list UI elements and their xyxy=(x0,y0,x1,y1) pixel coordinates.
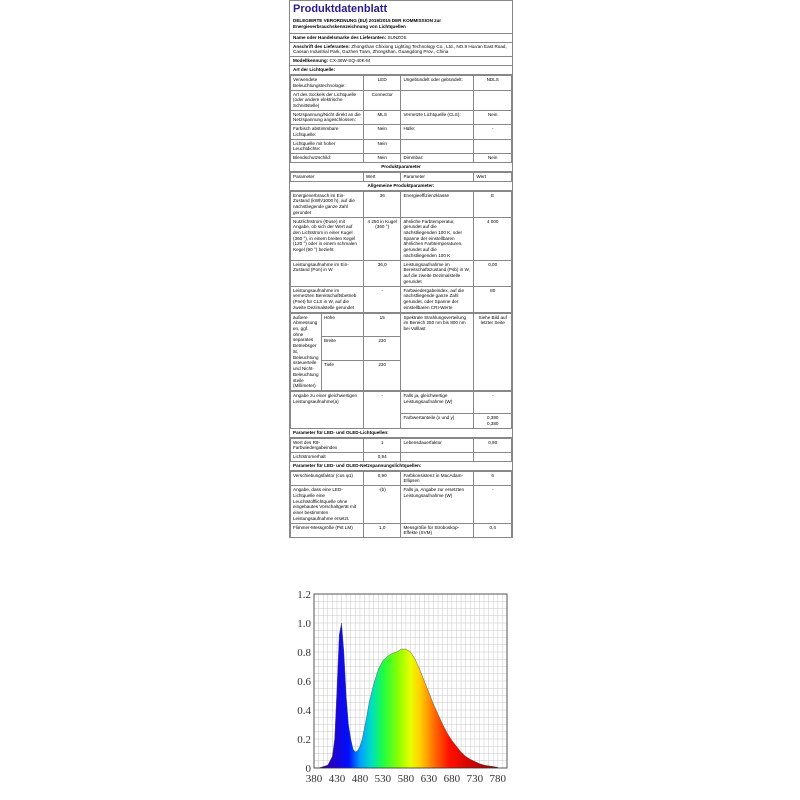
type_rows-value-1: Nein xyxy=(363,139,401,153)
type_rows-label-2 xyxy=(401,90,474,110)
led-rows-value-2 xyxy=(474,453,512,462)
type_rows-label-1: Blendschutzschild: xyxy=(291,154,364,163)
x-tick-label: 430 xyxy=(328,773,346,785)
net-rows-label-1: Flimmer-Messgröße (Pst LM) xyxy=(291,523,364,537)
type_rows-row xyxy=(291,154,512,163)
y-tick-label: 1.0 xyxy=(297,618,311,630)
type_rows-label-2 xyxy=(401,139,474,153)
sheet-header xyxy=(290,1,512,34)
x-tick-label: 630 xyxy=(420,773,438,785)
general_rows-value-1: 4 250 in Kugel (360 °) xyxy=(363,217,401,260)
led-rows-value-1: 0,94 xyxy=(363,453,401,462)
equivalent-power-value: - xyxy=(474,392,512,414)
general_rows-row xyxy=(291,217,512,260)
net-rows-label-2: Falls ja, Angabe zur ersetzten Leistungsaufnahme (W) xyxy=(401,486,474,523)
general_rows-label-1: Nutzlichtstrom (Φuse) mit Angabe, ob sich der Wert auf den Lichtstrom in einer Kugel (360 °), in einem breiten Kegel (120 °) oder in einem schmalen Kegel (90 °) bezieht xyxy=(291,217,364,260)
led-rows-label-1: Lichtstromerhalt xyxy=(291,453,364,462)
chromaticity-label: Farbwertanteile (x und y) xyxy=(401,414,474,428)
chromaticity-values xyxy=(474,414,512,428)
net-rows-value-2: 0,4 xyxy=(474,523,512,537)
net-rows-row xyxy=(291,486,512,523)
col-value-2: Wert xyxy=(474,172,512,181)
type_rows-label-2: Dimmbar: xyxy=(401,154,474,163)
net-rows-value-2: - xyxy=(474,486,512,523)
net-rows-label-2: Messgröße für Stroboskop-Effekte (SVM) xyxy=(401,523,474,537)
type_rows-label-1: Farbisch abstimmbare Lichtquelle: xyxy=(291,125,364,139)
y-tick-label: 0 xyxy=(305,763,311,775)
dim-value: 15 xyxy=(363,313,401,337)
led-rows-label-2: Lebensdauerfaktor xyxy=(401,438,474,452)
led-rows-value-2: 0,90 xyxy=(474,438,512,452)
y-tick-label: 1.2 xyxy=(297,589,311,601)
net-rows-label-1: Verschiebungsfaktor (cos φ1) xyxy=(291,471,364,485)
address-value: Zhongshan Chixiong Lighting Technology Co., Ltd., NO.9 Hua'an East Road, Caosan Industrial Park, Guzhen Town, Zhongshan, Guangdong Prov., China xyxy=(293,43,507,55)
params-header-table xyxy=(290,172,512,182)
type_rows-value-2 xyxy=(474,139,512,153)
type_rows-value-2 xyxy=(474,90,512,110)
net-rows-row xyxy=(291,471,512,485)
general_rows-row xyxy=(291,191,512,217)
type_rows-label-1: Netzspannung/Nicht direkt an die Netzspannung angeschlossen: xyxy=(291,110,364,124)
type-table xyxy=(290,75,512,163)
equivalent-value: - xyxy=(363,392,401,428)
net-rows-label-2: Farbkonsistenz in MacAdam-Ellipsen xyxy=(401,471,474,485)
type_rows-value-1: MLS xyxy=(363,110,401,124)
general_rows-value-1: 36 xyxy=(363,191,401,217)
spectrum-chart xyxy=(290,588,512,793)
page-title: Produktdatenblatt xyxy=(293,3,388,15)
equivalent-power-label: Falls ja, gleichwertige Leistungsaufnahme (W) xyxy=(401,392,474,414)
general-table xyxy=(290,191,512,313)
brand-label: Name oder Handelsmarke des Lieferanten: xyxy=(293,34,387,40)
model-label: Modellkennung: xyxy=(293,58,329,64)
type_rows-value-1: Connector xyxy=(363,90,401,110)
led-table xyxy=(290,438,512,462)
general_rows-row xyxy=(291,260,512,286)
x-tick-label: 480 xyxy=(351,773,369,785)
type-heading: Art der Lichtquelle: xyxy=(290,66,512,75)
type_rows-row xyxy=(291,139,512,153)
dim-name: Breite xyxy=(321,337,363,361)
x-tick-label: 580 xyxy=(397,773,415,785)
net-rows-label-1: Angabe, dass eine LED-Lichtquelle eine Leuchtstofflichtquelle ohne eingebautes Vorschaltgerät mit einer bestimmten Leistungsaufnahme ersetzt. xyxy=(291,486,364,523)
params-heading: Produktparameter xyxy=(290,163,512,172)
equivalent-table xyxy=(290,391,512,428)
x-tick-label: 680 xyxy=(443,773,461,785)
net-heading: Parameter für LED- und OLED-Netzspannungslichtquellen: xyxy=(290,462,512,471)
y-tick-label: 0.6 xyxy=(297,676,311,688)
type_rows-row xyxy=(291,110,512,124)
net-rows-row xyxy=(291,523,512,537)
type_rows-row xyxy=(291,76,512,90)
general_rows-value-2: E xyxy=(474,191,512,217)
type_rows-label-2: Ungebündelt oder gebündelt: xyxy=(401,76,474,90)
dimensions-label: äußere Abmessungen, ggf. ohne separates Betriebsgerät, Beleuchtungssteuerteile und Nicht-Beleuchtungsteile (Millimeter) xyxy=(291,313,322,391)
address-row xyxy=(290,43,512,57)
led-rows-label-2 xyxy=(401,453,474,462)
general_rows-row xyxy=(291,286,512,312)
led-rows-row xyxy=(291,438,512,452)
y-tick-label: 0.8 xyxy=(297,647,311,659)
brand-row xyxy=(290,34,512,43)
type_rows-row xyxy=(291,90,512,110)
dim-value: 230 xyxy=(363,361,401,391)
general_rows-label-1: Leistungsaufnahme im vernetzten Bereitschaftsbetrieb (Pnet) für CLS in W, auf die zweite Dezimalstelle gerundet xyxy=(291,286,364,312)
type_rows-value-2: NDLS xyxy=(474,76,512,90)
type_rows-label-2: Hülle: xyxy=(401,125,474,139)
general_rows-label-2: ähnliche Farbtemperatur, gerundet auf die nächstliegenden 100 K, oder Spanne der einstellbaren ähnlichen Farbtemperaturen, gerundet auf die nächstliegenden 100 K xyxy=(401,217,474,260)
led-rows-label-1: Wert des R9-Farbwiedergabeindex xyxy=(291,438,364,452)
general_rows-value-2: 4 000 xyxy=(474,217,512,260)
type_rows-value-1: LED xyxy=(363,76,401,90)
spectrum-value: Siehe Bild auf letzter Seite xyxy=(474,313,512,391)
general_rows-label-1: Leistungsaufnahme im Ein-Zustand (Pon) in W xyxy=(291,260,364,286)
x-tick-label: 780 xyxy=(489,773,507,785)
type_rows-value-1: Nein xyxy=(363,154,401,163)
y-tick-label: 0.2 xyxy=(297,734,311,746)
general_rows-label-2: Farbwiedergabeindex, auf die nächstliegende ganze Zahl gerundet, oder Spanne der einstellbaren CRI-Werte xyxy=(401,286,474,312)
brand-value: SUNZOS xyxy=(387,34,407,40)
dim-name: Höhe xyxy=(321,313,363,337)
x-tick-label: 730 xyxy=(466,773,484,785)
x-tick-label: 380 xyxy=(305,773,323,785)
chromaticity-y: 0,380 xyxy=(486,420,499,426)
type_rows-value-2: - xyxy=(474,125,512,139)
type_rows-value-2: Nein xyxy=(474,154,512,163)
general_rows-label-2: Energieeffizienzklasse xyxy=(401,191,474,217)
dim-value: 230 xyxy=(363,337,401,361)
product-data-sheet xyxy=(289,0,513,538)
col-param-1: Parameter xyxy=(291,172,364,181)
type_rows-value-1: Nein xyxy=(363,125,401,139)
x-tick-label: 530 xyxy=(374,773,392,785)
net-table xyxy=(290,471,512,538)
general-heading: Allgemeine Produktparameter: xyxy=(290,182,512,191)
y-tick-label: 0.4 xyxy=(297,705,311,717)
net-rows-value-1: 0,90 xyxy=(363,471,401,485)
general_rows-value-2: 80 xyxy=(474,286,512,312)
net-rows-value-1: 1,0 xyxy=(363,523,401,537)
general_rows-value-1: - xyxy=(363,286,401,312)
general_rows-label-1: Energieverbrauch im Ein-Zustand (kWh/1000 h), auf die nächstliegende ganze Zahl gerundet xyxy=(291,191,364,217)
type_rows-label-1: Lichtquelle mit hoher Leuchtdichte: xyxy=(291,139,364,153)
type_rows-label-1: Verwendete Beleuchtungstechnologie: xyxy=(291,76,364,90)
equivalent-label: Angabe zu einer gleichwertigen Leistungsaufnahme(a) xyxy=(291,392,364,428)
type_rows-label-2: Vernetzte Lichtquelle (CLS): xyxy=(401,110,474,124)
address-label: Anschrift des Lieferanten: xyxy=(293,43,350,49)
dimensions-table xyxy=(290,313,512,392)
col-param-2: Parameter xyxy=(401,172,474,181)
chromaticity-x: 0,380 xyxy=(486,415,499,421)
general_rows-value-2: 0,00 xyxy=(474,260,512,286)
general_rows-value-1: 36,0 xyxy=(363,260,401,286)
type_rows-label-1: Art des Sockels der Lichtquelle (oder andere elektrische Schnittstelle) xyxy=(291,90,364,110)
net-rows-value-2: 6 xyxy=(474,471,512,485)
net-rows-value-1: -(b) xyxy=(363,486,401,523)
type_rows-value-2: Nein xyxy=(474,110,512,124)
led-heading: Parameter für LED- und OLED-Lichtquellen: xyxy=(290,429,512,438)
led-rows-row xyxy=(291,453,512,462)
led-rows-value-1: 1 xyxy=(363,438,401,452)
col-value-1: Wert xyxy=(363,172,401,181)
general_rows-label-2: Leistungsaufnahme im Bereitschaftszustand (Psb) in W, auf die zweite Dezimalstelle gerundet xyxy=(401,260,474,286)
model-value: CX-36W-SQ-40K-M xyxy=(329,58,371,64)
spectrum-label: Spektrale Strahlungsverteilung im Bereich 250 nm bis 800 nm bei Volllast xyxy=(401,313,474,391)
regulation-text: DELEGIERTE VERORDNUNG (EU) 2019/2015 DER KOMMISSION zur Energieverbrauchskennzeichnung von Lichtquellen xyxy=(293,18,442,29)
dim-name: Tiefe xyxy=(321,361,363,391)
type_rows-row xyxy=(291,125,512,139)
model-row xyxy=(290,57,512,66)
